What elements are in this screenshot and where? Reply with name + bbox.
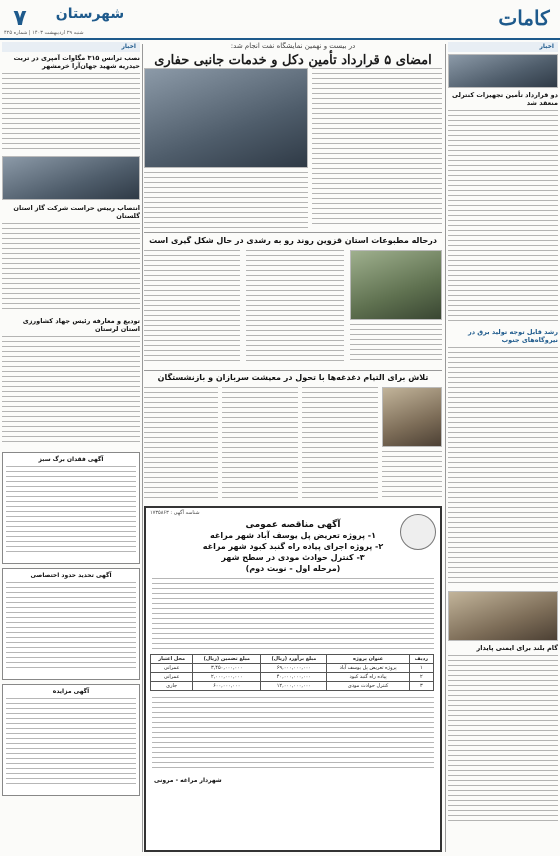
tender-item: ۲- پروژه اجرای پیاده راه گنبد کبود شهر مراغه: [202, 542, 384, 551]
table-cell: ۳,۴۵۰,۰۰۰,۰۰۰: [193, 664, 261, 673]
lead-headline: امضای ۵ قرارداد تأمین دکل و خدمات جانبی حفاری: [154, 53, 432, 68]
city-section-title: شهرستان: [55, 6, 125, 22]
right-story-headline: رشد قابل توجه تولید برق در نیروگاه‌های جنوب: [467, 328, 558, 344]
table-header: محل اعتبار: [151, 655, 193, 664]
lead-photo: [144, 68, 308, 168]
notice-body: [6, 466, 136, 556]
table-header: مبلغ برآورد (ریال): [261, 655, 327, 664]
page-number: ۷: [13, 6, 27, 31]
tender-body: [152, 578, 434, 650]
tender-item-note: (مرحله اول - نوبت دوم): [245, 564, 341, 573]
lead-body-left: [144, 172, 308, 228]
left-section-label: اخبار: [2, 42, 140, 52]
left-story-body: [2, 223, 140, 313]
column-divider: [142, 44, 143, 852]
table-row: [151, 673, 434, 682]
tender-title: آگهی مناقصه عمومی: [245, 520, 341, 530]
column-divider: [445, 44, 446, 852]
press-house-story: [144, 236, 442, 368]
left-story-body: [2, 73, 140, 153]
left-story-headline: تودیع و معارفه رئیس جهاد کشاورزی استان لرستان: [22, 317, 140, 333]
table-cell: کنترل حوادث مودی: [327, 682, 409, 691]
welfare-body: [382, 451, 442, 501]
notice-title: آگهی تحدید حدود اختصاصی: [30, 572, 112, 579]
welfare-photo: [382, 387, 442, 447]
municipality-emblem: [400, 514, 436, 550]
notice-body: [6, 582, 136, 672]
table-cell: ۲: [409, 673, 433, 682]
welfare-body: [144, 387, 218, 501]
tender-ad: [144, 506, 442, 852]
table-cell: ۲,۰۰۰,۰۰۰,۰۰۰: [193, 673, 261, 682]
right-story-headline: گام بلند برای ایمنی پایدار: [476, 644, 558, 652]
table-cell: ۶۹,۰۰۰,۰۰۰,۰۰۰: [261, 664, 327, 673]
table-cell: ۱: [409, 664, 433, 673]
right-story-body: [448, 110, 558, 325]
welfare-body: [302, 387, 378, 501]
right-photo-2: [448, 591, 558, 641]
lead-story: [144, 42, 442, 232]
right-story-body: [448, 655, 558, 825]
table-row: [151, 682, 434, 691]
left-story-body: [2, 336, 140, 446]
tender-signature: شهردار مراغه - مرونی: [154, 777, 222, 784]
left-story-headline: نصب ترانس ۳۱۵ مگاوات آمپری در تربت حیدریه شهید جهان‌آرا خرمشهر: [13, 54, 140, 70]
tender-table: [150, 654, 434, 691]
masthead: [0, 0, 560, 40]
tender-item: ۳- کنترل حوادث مودی در سطح شهر: [221, 553, 365, 562]
table-header: ردیف: [409, 655, 433, 664]
notice-box: [2, 452, 140, 564]
notice-title: آگهی مزایده: [52, 688, 90, 695]
notice-box: [2, 684, 140, 796]
row-divider: [144, 232, 442, 233]
table-cell: ۱۲,۰۰۰,۰۰۰,۰۰۰: [261, 682, 327, 691]
table-cell: ۳: [409, 682, 433, 691]
row-divider: [144, 370, 442, 371]
right-story-body: [448, 347, 558, 587]
table-header: مبلغ تضمین (ریال): [193, 655, 261, 664]
press-house-headline: درحاله مطبوعات استان قزوین روند رو به رشدی در حال شکل گیری است: [149, 236, 437, 245]
table-cell: ۶۰۰,۰۰۰,۰۰۰: [193, 682, 261, 691]
tender-code: شناسه آگهی : ۱۷۳۵۸۶۳: [150, 510, 200, 516]
date-line: شنبه ۲۹ اردیبهشت ۱۴۰۳ | شماره ۴۲۵: [4, 30, 84, 36]
right-story-headline: دو قرارداد تأمین تجهیزات کنترلی منعقد شد: [451, 91, 558, 107]
welfare-story: [144, 373, 442, 503]
right-photo-1: [448, 54, 558, 88]
table-cell: پروژه تعریض پل یوسف آباد: [327, 664, 409, 673]
table-cell: عمرانی: [151, 673, 193, 682]
tender-item: ۱- پروژه تعریض پل یوسف آباد شهر مراغه: [210, 531, 376, 540]
press-house-body: [246, 250, 344, 364]
right-column: [448, 54, 558, 852]
left-story-headline: انتصاب رییس حراست شرکت گاز استان گلستان: [13, 204, 140, 220]
lead-kicker: در بیست و نهمین نمایشگاه نفت انجام شد:: [230, 42, 356, 50]
newspaper-logo: کامات: [498, 6, 550, 30]
notice-body: [6, 698, 136, 788]
tender-conditions: [152, 697, 434, 771]
table-cell: ۴۰,۰۰۰,۰۰۰,۰۰۰: [261, 673, 327, 682]
notice-title: آگهی فقدان برگ سبز: [38, 456, 104, 463]
table-header: عنوان پروژه: [327, 655, 409, 664]
notice-box: [2, 568, 140, 680]
table-cell: عمرانی: [151, 664, 193, 673]
press-house-photo: [350, 250, 442, 320]
lead-body-right: [312, 68, 442, 228]
table-cell: جاری: [151, 682, 193, 691]
left-photo: [2, 156, 140, 200]
press-house-body: [144, 250, 240, 364]
welfare-body: [222, 387, 298, 501]
right-section-label: اخبار: [448, 42, 558, 52]
table-row: [151, 664, 434, 673]
left-column: [2, 54, 140, 852]
welfare-headline: تلاش برای التیام دغدغه‌ها با تحول در معیشت سربازان و بازنشستگان: [157, 373, 429, 382]
press-house-caption: [350, 324, 442, 364]
table-cell: پیاده راه گنبد کبود: [327, 673, 409, 682]
